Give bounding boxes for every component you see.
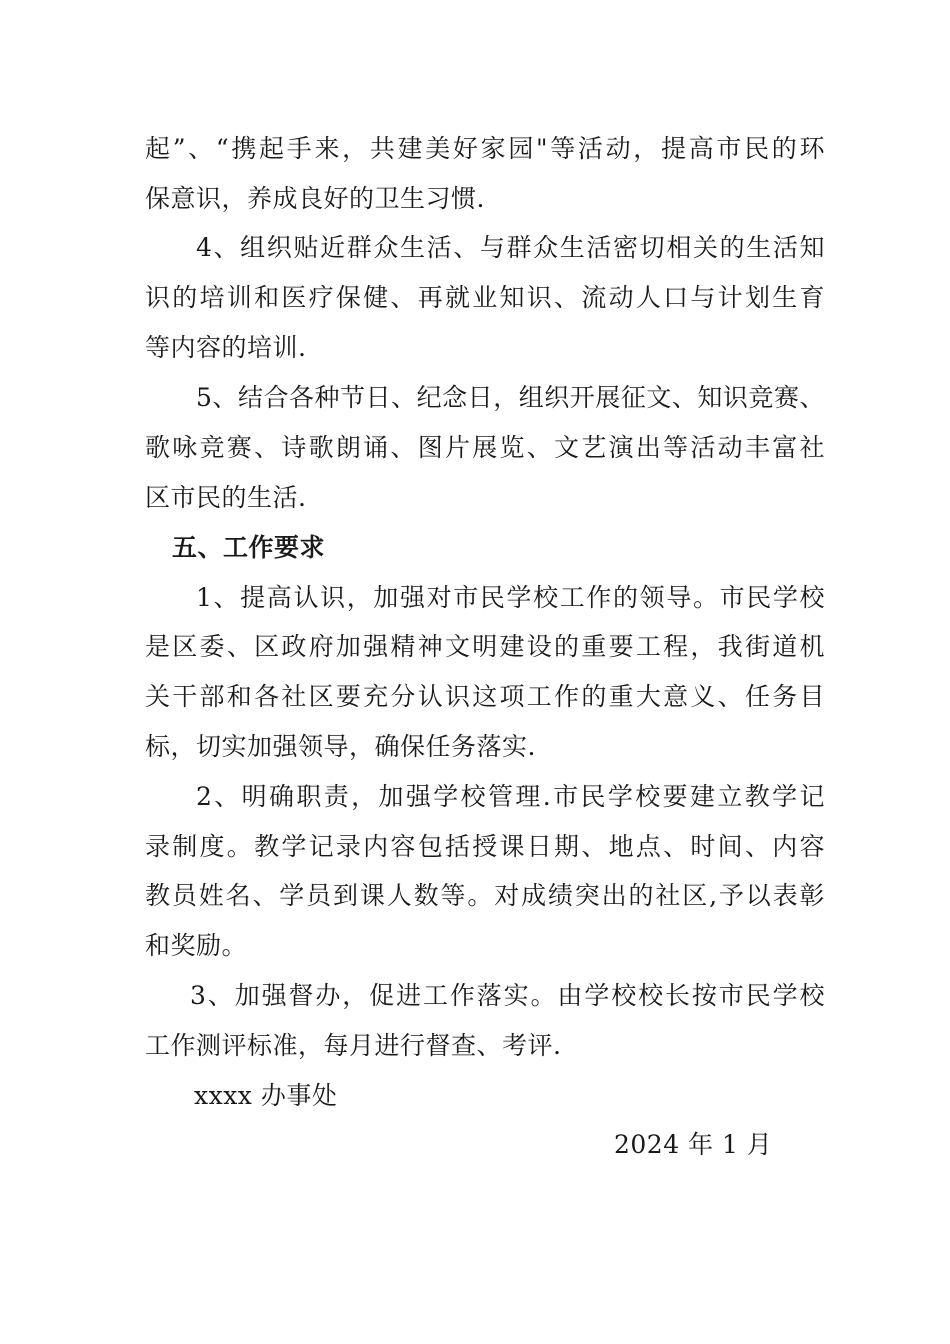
document-date: 2024 年 1 月: [614, 1130, 773, 1159]
requirement-3-line: 3、加强督办，促进工作落实。由学校校长按市民学校: [190, 981, 825, 1010]
paragraph-5-line: 5、结合各种节日、纪念日，组织开展征文、知识竞赛、: [196, 383, 825, 412]
body-text-line: 保意识，养成良好的卫生习惯.: [145, 184, 485, 213]
body-text-line: 区市民的生活.: [145, 483, 307, 512]
requirement-1-line: 1、提高认识，加强对市民学校工作的领导。市民学校: [196, 583, 825, 612]
body-text-line: 和奖励。: [145, 931, 248, 960]
body-text-line: 识的培训和医疗保健、再就业知识、流动人口与计划生育: [145, 283, 825, 312]
body-text-line: 标，切实加强领导，确保任务落实.: [145, 732, 536, 761]
body-text-line: 录制度。教学记录内容包括授课日期、地点、时间、内容: [145, 832, 825, 861]
body-text-line: 教员姓名、学员到课人数等。对成绩突出的社区,予以表彰: [145, 881, 825, 910]
paragraph-4-line: 4、组织贴近群众生活、与群众生活密切相关的生活知: [196, 233, 825, 262]
requirement-2-line: 2、明确职责，加强学校管理.市民学校要建立教学记: [196, 782, 825, 811]
section-heading: 五、工作要求: [172, 533, 326, 562]
body-text-line: 关干部和各社区要充分认识这项工作的重大意义、任务目: [145, 682, 825, 711]
issuer-signature: xxxx 办事处: [194, 1081, 338, 1110]
body-text-line: 工作测评标准，每月进行督查、考评.: [145, 1031, 562, 1060]
body-text-line: 起”、“携起手来，共建美好家园"等活动，提高市民的环: [145, 134, 825, 163]
body-text-line: 等内容的培训.: [145, 333, 307, 362]
body-text-line: 歌咏竞赛、诗歌朗诵、图片展览、文艺演出等活动丰富社: [145, 433, 825, 462]
body-text-line: 是区委、区政府加强精神文明建设的重要工程，我街道机: [145, 632, 825, 661]
